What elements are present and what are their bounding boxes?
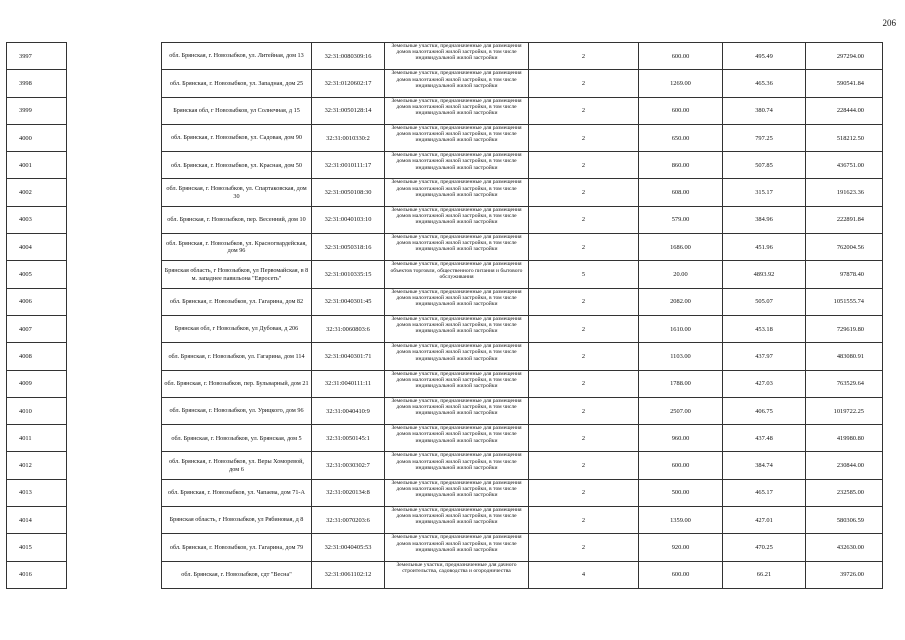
address-cell: обл. Брянская, г. Новозыбков, ул. Гагарина, дом 114 <box>162 343 312 370</box>
cadastral-number-cell: 32:31:0080309:16 <box>312 43 385 70</box>
cadastral-value-cell: 436751.00 <box>806 152 883 179</box>
cadastral-number-cell: 32:31:0040111:11 <box>312 370 385 397</box>
spacer-cell <box>67 425 162 452</box>
cadastral-value-cell: 518212.50 <box>806 124 883 151</box>
land-use-purpose-cell: Земельные участки, предназначенные для размещения домов малоэтажной жилой застройки, в том числе индивидуальной жилой застройки <box>385 343 529 370</box>
land-use-purpose-cell: Земельные участки, предназначенные для дачного строительства, садоводства и огородничества <box>385 561 529 588</box>
row-number-cell: 3997 <box>7 43 67 70</box>
cadastral-value-cell: 222891.84 <box>806 206 883 233</box>
table-row <box>7 97 883 124</box>
address-cell: обл. Брянская, г. Новозыбков, пер. Весенний, дом 10 <box>162 206 312 233</box>
spacer-cell <box>67 152 162 179</box>
cadastral-number-cell: 32:31:0061102:12 <box>312 561 385 588</box>
cadastral-number-cell: 32:31:0120602:17 <box>312 70 385 97</box>
row-number-cell: 4010 <box>7 397 67 424</box>
area-cell: 579.00 <box>639 206 723 233</box>
specific-value-cell: 406.75 <box>723 397 806 424</box>
area-cell: 960.00 <box>639 425 723 452</box>
area-cell: 608.00 <box>639 179 723 206</box>
cadastral-value-cell: 763529.64 <box>806 370 883 397</box>
specific-value-cell: 465.36 <box>723 70 806 97</box>
table-row <box>7 70 883 97</box>
specific-value-cell: 380.74 <box>723 97 806 124</box>
cadastral-number-cell: 32:31:0010330:2 <box>312 124 385 151</box>
cadastral-number-cell: 32:31:0030302:7 <box>312 452 385 479</box>
spacer-cell <box>67 507 162 534</box>
use-group-cell: 2 <box>529 507 639 534</box>
page-number: 206 <box>882 18 896 28</box>
cadastral-number-cell: 32:31:0040410:9 <box>312 397 385 424</box>
land-use-purpose-cell: Земельные участки, предназначенные для размещения домов малоэтажной жилой застройки, в том числе индивидуальной жилой застройки <box>385 425 529 452</box>
land-use-purpose-cell: Земельные участки, предназначенные для размещения домов малоэтажной жилой застройки, в том числе индивидуальной жилой застройки <box>385 234 529 261</box>
spacer-cell <box>67 288 162 315</box>
cadastral-value-cell: 97878.40 <box>806 261 883 288</box>
use-group-cell: 2 <box>529 206 639 233</box>
specific-value-cell: 437.48 <box>723 425 806 452</box>
table-row <box>7 370 883 397</box>
specific-value-cell: 507.85 <box>723 152 806 179</box>
specific-value-cell: 470.25 <box>723 534 806 561</box>
table-row <box>7 315 883 342</box>
spacer-cell <box>67 452 162 479</box>
table-row <box>7 397 883 424</box>
row-number-cell: 4004 <box>7 234 67 261</box>
land-use-purpose-cell: Земельные участки, предназначенные для размещения домов малоэтажной жилой застройки, в том числе индивидуальной жилой застройки <box>385 479 529 506</box>
cadastral-number-cell: 32:31:0020134:8 <box>312 479 385 506</box>
row-number-cell: 4011 <box>7 425 67 452</box>
row-number-cell: 4015 <box>7 534 67 561</box>
address-cell: Брянская область, г Новозыбков, ул Рябиновая, д 8 <box>162 507 312 534</box>
land-valuation-table <box>6 42 883 589</box>
cadastral-number-cell: 32:31:0010111:17 <box>312 152 385 179</box>
table-row <box>7 479 883 506</box>
use-group-cell: 2 <box>529 70 639 97</box>
land-use-purpose-cell: Земельные участки, предназначенные для размещения объектов торговли, общественного питания и бытового обслуживания <box>385 261 529 288</box>
table-row <box>7 534 883 561</box>
area-cell: 1686.00 <box>639 234 723 261</box>
address-cell: обл. Брянская, г. Новозыбков, ул. Спартаковская, дом 30 <box>162 179 312 206</box>
specific-value-cell: 427.03 <box>723 370 806 397</box>
land-use-purpose-cell: Земельные участки, предназначенные для размещения домов малоэтажной жилой застройки, в том числе индивидуальной жилой застройки <box>385 206 529 233</box>
cadastral-value-cell: 191623.36 <box>806 179 883 206</box>
area-cell: 600.00 <box>639 561 723 588</box>
table-body <box>7 43 883 589</box>
use-group-cell: 2 <box>529 234 639 261</box>
table-row <box>7 288 883 315</box>
address-cell: обл. Брянская, г. Новозыбков, ул. Западная, дом 25 <box>162 70 312 97</box>
use-group-cell: 4 <box>529 561 639 588</box>
cadastral-number-cell: 32:31:0060803:6 <box>312 315 385 342</box>
spacer-cell <box>67 234 162 261</box>
row-number-cell: 4001 <box>7 152 67 179</box>
spacer-cell <box>67 534 162 561</box>
row-number-cell: 3998 <box>7 70 67 97</box>
address-cell: обл. Брянская, г. Новозыбков, ул. Чапаева, дом 71-А <box>162 479 312 506</box>
specific-value-cell: 495.49 <box>723 43 806 70</box>
row-number-cell: 4002 <box>7 179 67 206</box>
row-number-cell: 4008 <box>7 343 67 370</box>
area-cell: 1610.00 <box>639 315 723 342</box>
row-number-cell: 4006 <box>7 288 67 315</box>
cadastral-value-cell: 483080.91 <box>806 343 883 370</box>
specific-value-cell: 451.96 <box>723 234 806 261</box>
area-cell: 920.00 <box>639 534 723 561</box>
table-row <box>7 507 883 534</box>
land-use-purpose-cell: Земельные участки, предназначенные для размещения домов малоэтажной жилой застройки, в том числе индивидуальной жилой застройки <box>385 452 529 479</box>
cadastral-value-cell: 419980.80 <box>806 425 883 452</box>
row-number-cell: 4013 <box>7 479 67 506</box>
address-cell: обл. Брянская, г. Новозыбков, ул. Красногвардейская, дом 96 <box>162 234 312 261</box>
area-cell: 600.00 <box>639 452 723 479</box>
area-cell: 650.00 <box>639 124 723 151</box>
row-number-cell: 4003 <box>7 206 67 233</box>
use-group-cell: 2 <box>529 43 639 70</box>
land-use-purpose-cell: Земельные участки, предназначенные для размещения домов малоэтажной жилой застройки, в том числе индивидуальной жилой застройки <box>385 70 529 97</box>
row-number-cell: 4000 <box>7 124 67 151</box>
specific-value-cell: 66.21 <box>723 561 806 588</box>
use-group-cell: 5 <box>529 261 639 288</box>
use-group-cell: 2 <box>529 425 639 452</box>
address-cell: обл. Брянская, г. Новозыбков, ул. Гагарина, дом 82 <box>162 288 312 315</box>
address-cell: обл. Брянская, г. Новозыбков, ул. Брянская, дом 5 <box>162 425 312 452</box>
table-row <box>7 452 883 479</box>
address-cell: обл. Брянская, г. Новозыбков, пер. Бульварный, дом 21 <box>162 370 312 397</box>
address-cell: обл. Брянская, г. Новозыбков, ул. Гагарина, дом 79 <box>162 534 312 561</box>
row-number-cell: 4005 <box>7 261 67 288</box>
table-row <box>7 234 883 261</box>
table-row <box>7 206 883 233</box>
cadastral-value-cell: 1051555.74 <box>806 288 883 315</box>
land-use-purpose-cell: Земельные участки, предназначенные для размещения домов малоэтажной жилой застройки, в том числе индивидуальной жилой застройки <box>385 152 529 179</box>
cadastral-value-cell: 432630.00 <box>806 534 883 561</box>
spacer-cell <box>67 124 162 151</box>
land-use-purpose-cell: Земельные участки, предназначенные для размещения домов малоэтажной жилой застройки, в том числе индивидуальной жилой застройки <box>385 288 529 315</box>
specific-value-cell: 453.18 <box>723 315 806 342</box>
use-group-cell: 2 <box>529 288 639 315</box>
area-cell: 1788.00 <box>639 370 723 397</box>
table-row <box>7 425 883 452</box>
specific-value-cell: 797.25 <box>723 124 806 151</box>
land-use-purpose-cell: Земельные участки, предназначенные для размещения домов малоэтажной жилой застройки, в том числе индивидуальной жилой застройки <box>385 179 529 206</box>
cadastral-number-cell: 32:31:0040301:45 <box>312 288 385 315</box>
table-row <box>7 152 883 179</box>
spacer-cell <box>67 343 162 370</box>
cadastral-value-cell: 230844.00 <box>806 452 883 479</box>
row-number-cell: 4012 <box>7 452 67 479</box>
row-number-cell: 3999 <box>7 97 67 124</box>
cadastral-value-cell: 590541.84 <box>806 70 883 97</box>
area-cell: 1359.00 <box>639 507 723 534</box>
spacer-cell <box>67 561 162 588</box>
area-cell: 500.00 <box>639 479 723 506</box>
spacer-cell <box>67 370 162 397</box>
specific-value-cell: 427.01 <box>723 507 806 534</box>
use-group-cell: 2 <box>529 370 639 397</box>
table-row <box>7 343 883 370</box>
cadastral-value-cell: 580306.59 <box>806 507 883 534</box>
address-cell: обл. Брянская, г. Новозыбков, ул. Веры Хоморевой, дом 6 <box>162 452 312 479</box>
table-row <box>7 561 883 588</box>
row-number-cell: 4014 <box>7 507 67 534</box>
area-cell: 20.00 <box>639 261 723 288</box>
table-row <box>7 179 883 206</box>
cadastral-value-cell: 729619.80 <box>806 315 883 342</box>
area-cell: 860.00 <box>639 152 723 179</box>
cadastral-number-cell: 32:31:0050318:16 <box>312 234 385 261</box>
cadastral-value-cell: 232585.00 <box>806 479 883 506</box>
address-cell: Брянская область, г Новозыбков, ул Первомайская, в 8 м. западнее павильона "Евросеть" <box>162 261 312 288</box>
use-group-cell: 2 <box>529 97 639 124</box>
use-group-cell: 2 <box>529 152 639 179</box>
use-group-cell: 2 <box>529 124 639 151</box>
address-cell: Брянская обл, г Новозыбков, ул Дубовая, д 206 <box>162 315 312 342</box>
use-group-cell: 2 <box>529 452 639 479</box>
table-row <box>7 261 883 288</box>
cadastral-number-cell: 32:31:0050145:1 <box>312 425 385 452</box>
specific-value-cell: 437.97 <box>723 343 806 370</box>
area-cell: 2507.00 <box>639 397 723 424</box>
specific-value-cell: 384.74 <box>723 452 806 479</box>
spacer-cell <box>67 179 162 206</box>
cadastral-value-cell: 762004.56 <box>806 234 883 261</box>
specific-value-cell: 465.17 <box>723 479 806 506</box>
spacer-cell <box>67 479 162 506</box>
cadastral-number-cell: 32:31:0040405:53 <box>312 534 385 561</box>
address-cell: обл. Брянская, г. Новозыбков, ул. Литейная, дом 13 <box>162 43 312 70</box>
spacer-cell <box>67 261 162 288</box>
area-cell: 1269.00 <box>639 70 723 97</box>
cadastral-number-cell: 32:31:0050108:30 <box>312 179 385 206</box>
address-cell: Брянская обл, г Новозыбков, ул Солнечная, д 15 <box>162 97 312 124</box>
specific-value-cell: 4893.92 <box>723 261 806 288</box>
address-cell: обл. Брянская, г. Новозыбков, ул. Урицкого, дом 96 <box>162 397 312 424</box>
table-row <box>7 124 883 151</box>
address-cell: обл. Брянская, г. Новозыбков, ул. Красная, дом 50 <box>162 152 312 179</box>
cadastral-value-cell: 297294.00 <box>806 43 883 70</box>
land-use-purpose-cell: Земельные участки, предназначенные для размещения домов малоэтажной жилой застройки, в том числе индивидуальной жилой застройки <box>385 507 529 534</box>
cadastral-value-cell: 228444.00 <box>806 97 883 124</box>
use-group-cell: 2 <box>529 397 639 424</box>
row-number-cell: 4016 <box>7 561 67 588</box>
land-use-purpose-cell: Земельные участки, предназначенные для размещения домов малоэтажной жилой застройки, в том числе индивидуальной жилой застройки <box>385 315 529 342</box>
spacer-cell <box>67 97 162 124</box>
land-use-purpose-cell: Земельные участки, предназначенные для размещения домов малоэтажной жилой застройки, в том числе индивидуальной жилой застройки <box>385 397 529 424</box>
specific-value-cell: 505.07 <box>723 288 806 315</box>
land-use-purpose-cell: Земельные участки, предназначенные для размещения домов малоэтажной жилой застройки, в том числе индивидуальной жилой застройки <box>385 43 529 70</box>
row-number-cell: 4007 <box>7 315 67 342</box>
land-use-purpose-cell: Земельные участки, предназначенные для размещения домов малоэтажной жилой застройки, в том числе индивидуальной жилой застройки <box>385 370 529 397</box>
area-cell: 2082.00 <box>639 288 723 315</box>
use-group-cell: 2 <box>529 479 639 506</box>
land-use-purpose-cell: Земельные участки, предназначенные для размещения домов малоэтажной жилой застройки, в том числе индивидуальной жилой застройки <box>385 124 529 151</box>
row-number-cell: 4009 <box>7 370 67 397</box>
address-cell: обл. Брянская, г. Новозыбков, сдт "Весна" <box>162 561 312 588</box>
spacer-cell <box>67 315 162 342</box>
use-group-cell: 2 <box>529 343 639 370</box>
table-row <box>7 43 883 70</box>
use-group-cell: 2 <box>529 534 639 561</box>
cadastral-value-cell: 1019722.25 <box>806 397 883 424</box>
spacer-cell <box>67 397 162 424</box>
cadastral-number-cell: 32:31:0050128:14 <box>312 97 385 124</box>
use-group-cell: 2 <box>529 315 639 342</box>
spacer-cell <box>67 43 162 70</box>
cadastral-value-cell: 39726.00 <box>806 561 883 588</box>
area-cell: 600.00 <box>639 43 723 70</box>
land-use-purpose-cell: Земельные участки, предназначенные для размещения домов малоэтажной жилой застройки, в том числе индивидуальной жилой застройки <box>385 97 529 124</box>
address-cell: обл. Брянская, г. Новозыбков, ул. Садовая, дом 90 <box>162 124 312 151</box>
spacer-cell <box>67 206 162 233</box>
cadastral-number-cell: 32:31:0070203:6 <box>312 507 385 534</box>
cadastral-number-cell: 32:31:0040103:10 <box>312 206 385 233</box>
land-use-purpose-cell: Земельные участки, предназначенные для размещения домов малоэтажной жилой застройки, в том числе индивидуальной жилой застройки <box>385 534 529 561</box>
spacer-cell <box>67 70 162 97</box>
specific-value-cell: 384.96 <box>723 206 806 233</box>
cadastral-number-cell: 32:31:0040301:71 <box>312 343 385 370</box>
use-group-cell: 2 <box>529 179 639 206</box>
specific-value-cell: 315.17 <box>723 179 806 206</box>
area-cell: 1103.00 <box>639 343 723 370</box>
area-cell: 600.00 <box>639 97 723 124</box>
cadastral-number-cell: 32:31:0010335:15 <box>312 261 385 288</box>
